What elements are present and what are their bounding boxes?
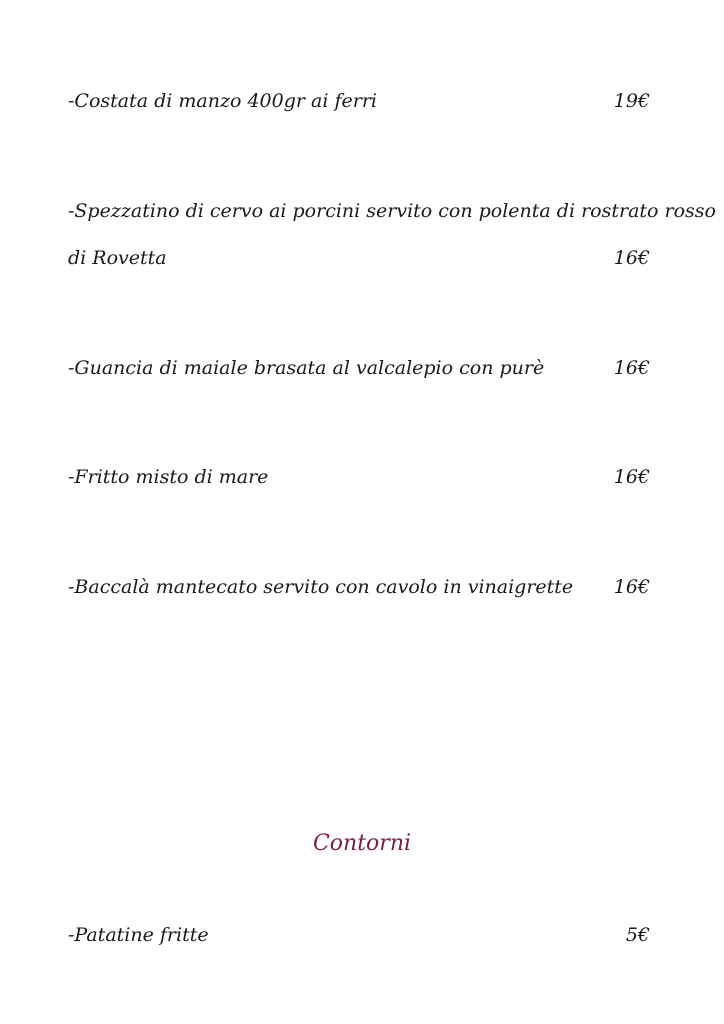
menu-item-name: -Guancia di maiale brasata al valcalepio con purè [68, 357, 545, 379]
section-title-contorni: Contorni [312, 831, 412, 856]
menu-item-spezzatino-continued [68, 243, 650, 273]
menu-item-name: -Patatine fritte [68, 924, 209, 946]
menu-item-baccala [68, 572, 650, 602]
menu-item-name-continued: di Rovetta [68, 247, 167, 269]
menu-item-name: -Fritto misto di mare [68, 466, 269, 488]
menu-item-spezzatino [68, 196, 716, 226]
menu-item-name: -Baccalà mantecato servito con cavolo in vinaigrette [68, 576, 574, 598]
menu-item-price: 5€ [625, 924, 650, 946]
menu-item-price: 16€ [613, 466, 650, 488]
menu-item-price: 16€ [613, 576, 650, 598]
menu-item-guancia [68, 353, 650, 383]
menu-item-price: 16€ [613, 247, 650, 269]
menu-item-fritto [68, 462, 650, 492]
menu-item-costata [68, 86, 650, 116]
menu-item-price: 19€ [613, 90, 650, 112]
menu-item-price: 16€ [613, 357, 650, 379]
menu-item-patatine [68, 920, 650, 950]
menu-item-name: -Spezzatino di cervo ai porcini servito con polenta di rostrato rosso [68, 200, 716, 222]
menu-item-name: -Costata di manzo 400gr ai ferri [68, 90, 377, 112]
